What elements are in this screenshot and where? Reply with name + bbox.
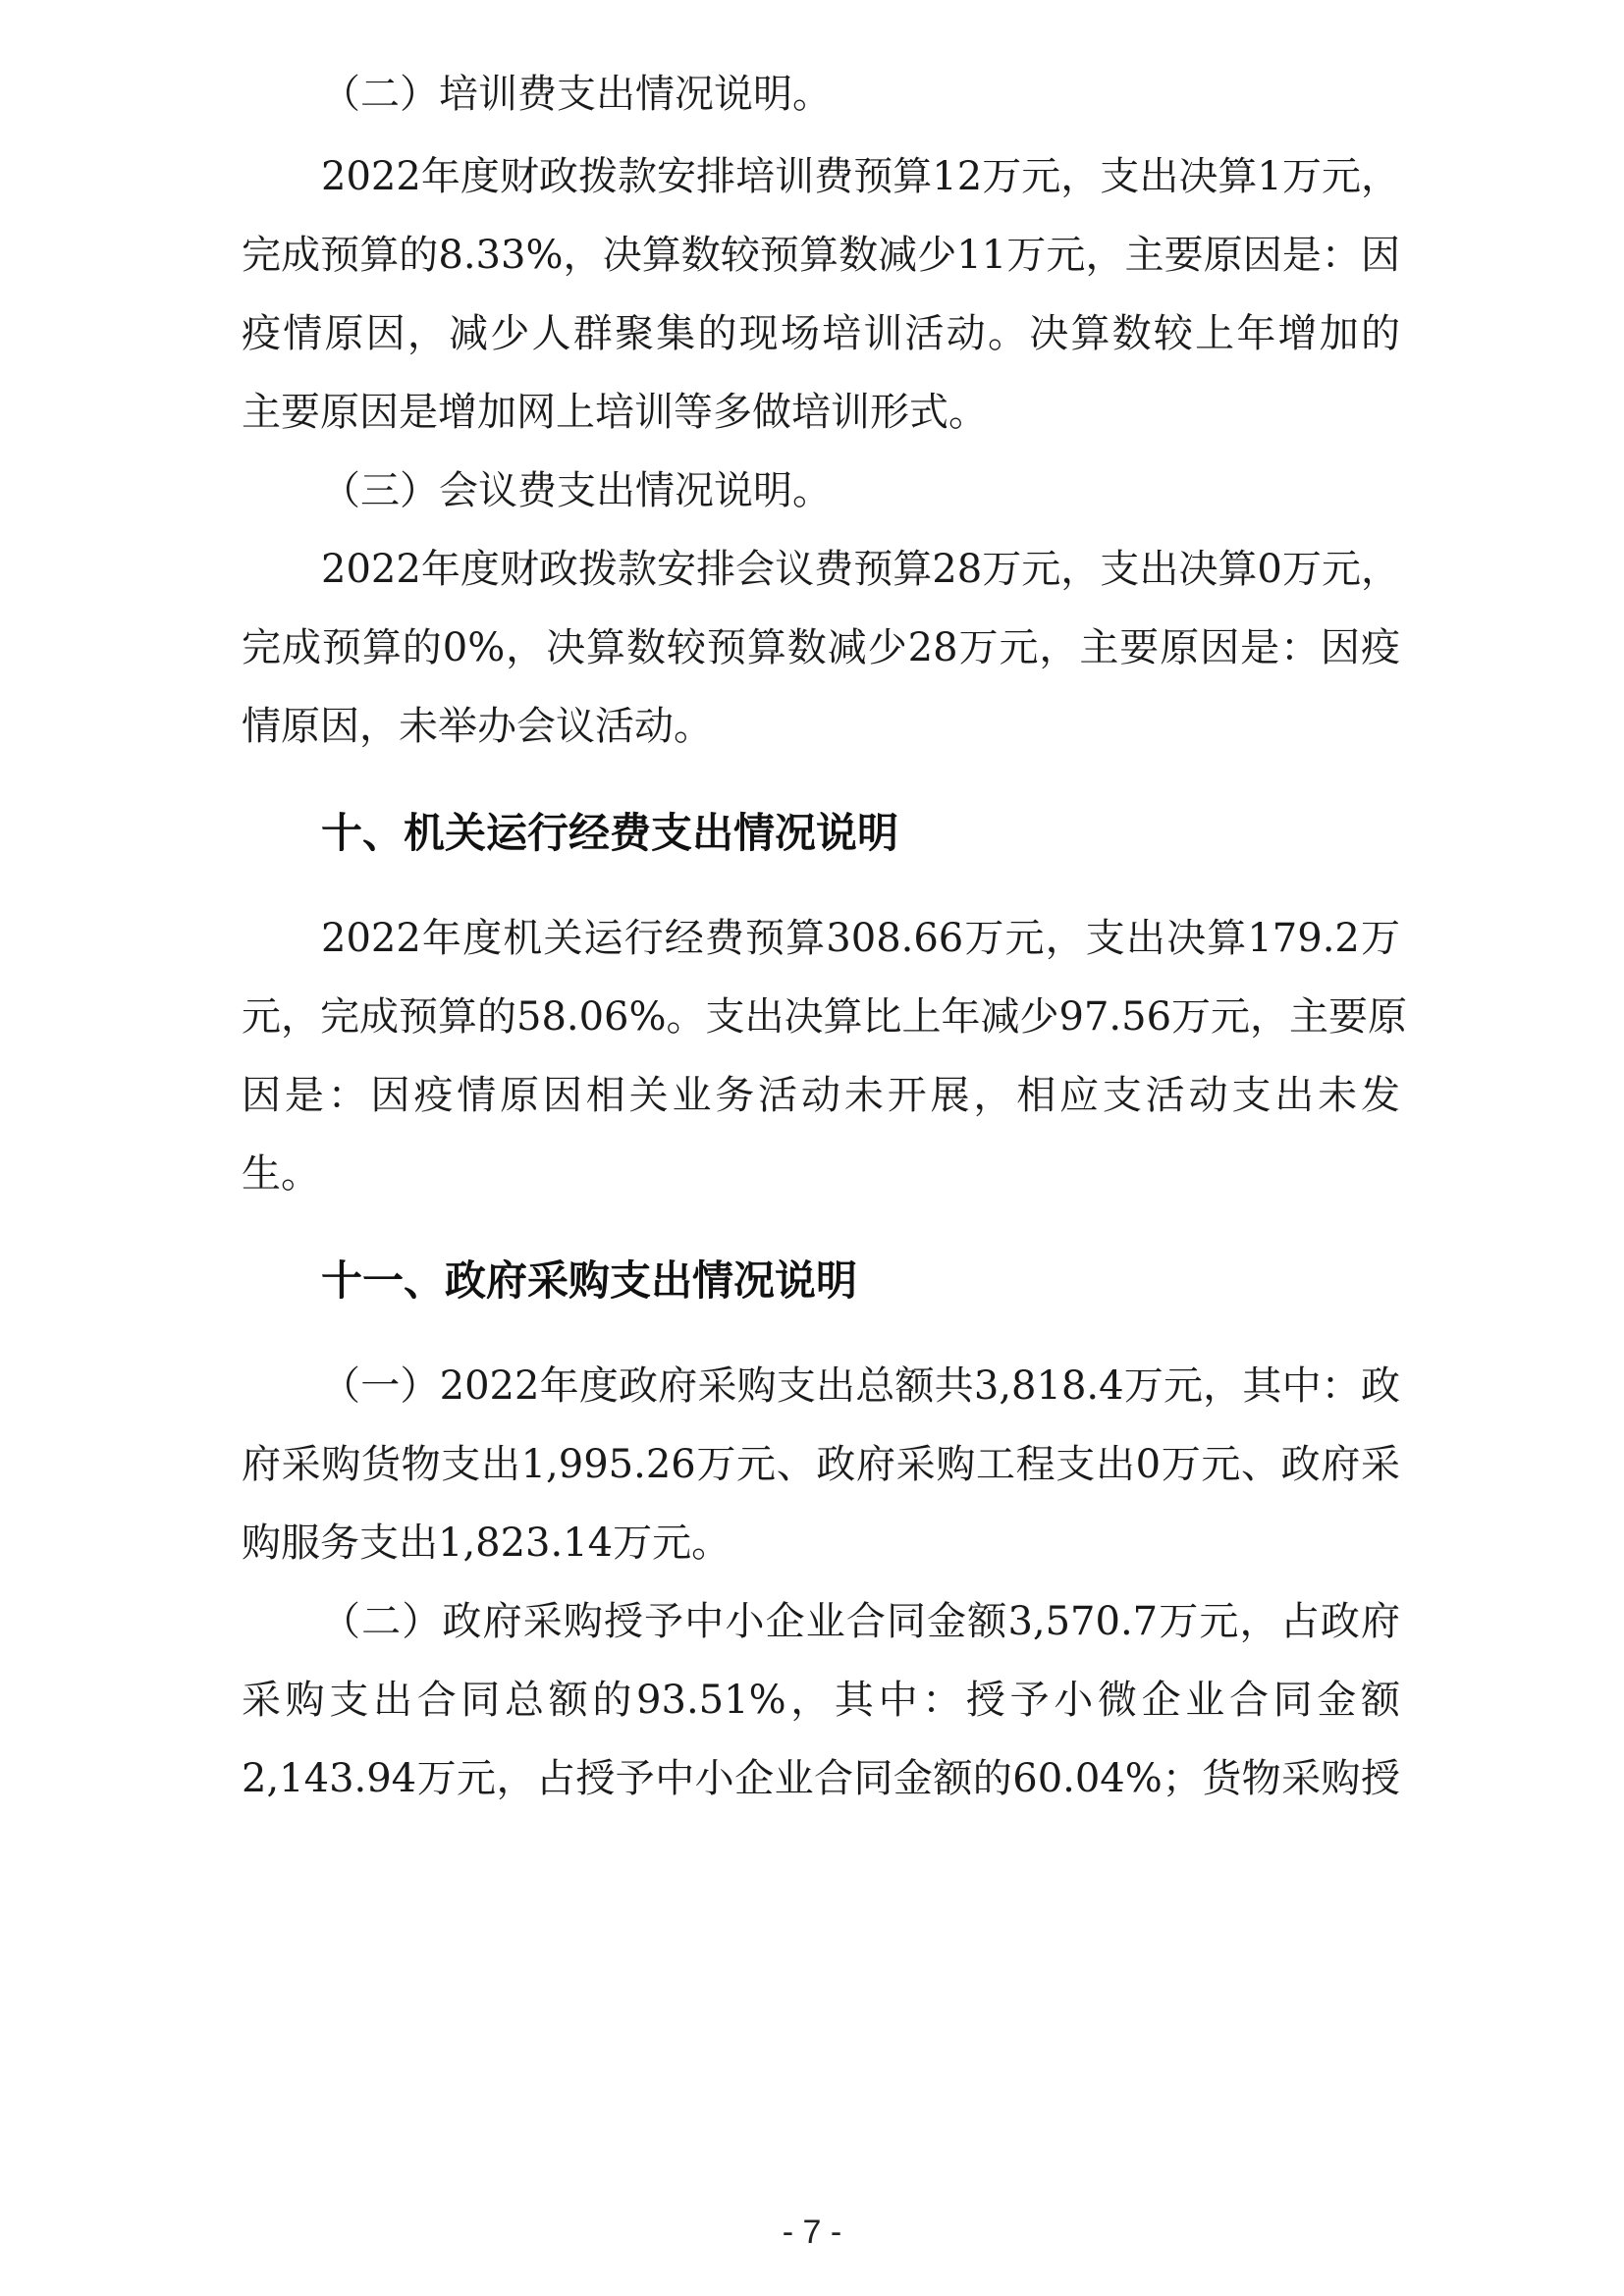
paragraph-line: 2022年度财政拨款安排会议费预算28万元，支出决算0万元， [321, 547, 1400, 592]
paragraph-line: （一）2022年度政府采购支出总额共3,818.4万元，其中：政 [321, 1363, 1400, 1409]
subsection-heading-training: （二）培训费支出情况说明。 [321, 72, 832, 117]
paragraph-line: 2,143.94万元，占授予中小企业合同金额的60.04%；货物采购授 [242, 1756, 1400, 1801]
paragraph-line: 2022年度财政拨款安排培训费预算12万元，支出决算1万元， [321, 154, 1400, 199]
paragraph-line: 完成预算的0%，决算数较预算数减少28万元，主要原因是：因疫 [242, 625, 1400, 670]
paragraph-line: 府采购货物支出1,995.26万元、政府采购工程支出0万元、政府采 [242, 1442, 1400, 1487]
section-heading-operating-expenses: 十、机关运行经费支出情况说明 [321, 809, 899, 857]
paragraph-line: 完成预算的8.33%，决算数较预算数减少11万元，主要原因是：因 [242, 233, 1400, 278]
page-number: - 7 - [782, 2214, 842, 2251]
paragraph-line: 生。 [242, 1151, 320, 1197]
paragraph-line: 疫情原因，减少人群聚集的现场培训活动。决算数较上年增加的 [242, 311, 1400, 356]
paragraph-line: 购服务支出1,823.14万元。 [242, 1521, 731, 1566]
subsection-heading-meeting: （三）会议费支出情况说明。 [321, 468, 832, 513]
section-heading-government-procurement: 十一、政府采购支出情况说明 [321, 1256, 858, 1305]
paragraph-line: 采购支出合同总额的93.51%，其中：授予小微企业合同金额 [242, 1678, 1400, 1723]
paragraph-line: （二）政府采购授予中小企业合同金额3,570.7万元，占政府 [321, 1599, 1400, 1644]
paragraph-line: 元，完成预算的58.06%。支出决算比上年减少97.56万元，主要原 [242, 994, 1408, 1040]
paragraph-line: 因是：因疫情原因相关业务活动未开展，相应支活动支出未发 [242, 1073, 1400, 1118]
paragraph-line: 主要原因是增加网上培训等多做培训形式。 [242, 390, 988, 435]
paragraph-line: 2022年度机关运行经费预算308.66万元，支出决算179.2万 [321, 916, 1400, 961]
paragraph-line: 情原因，未举办会议活动。 [242, 704, 713, 749]
